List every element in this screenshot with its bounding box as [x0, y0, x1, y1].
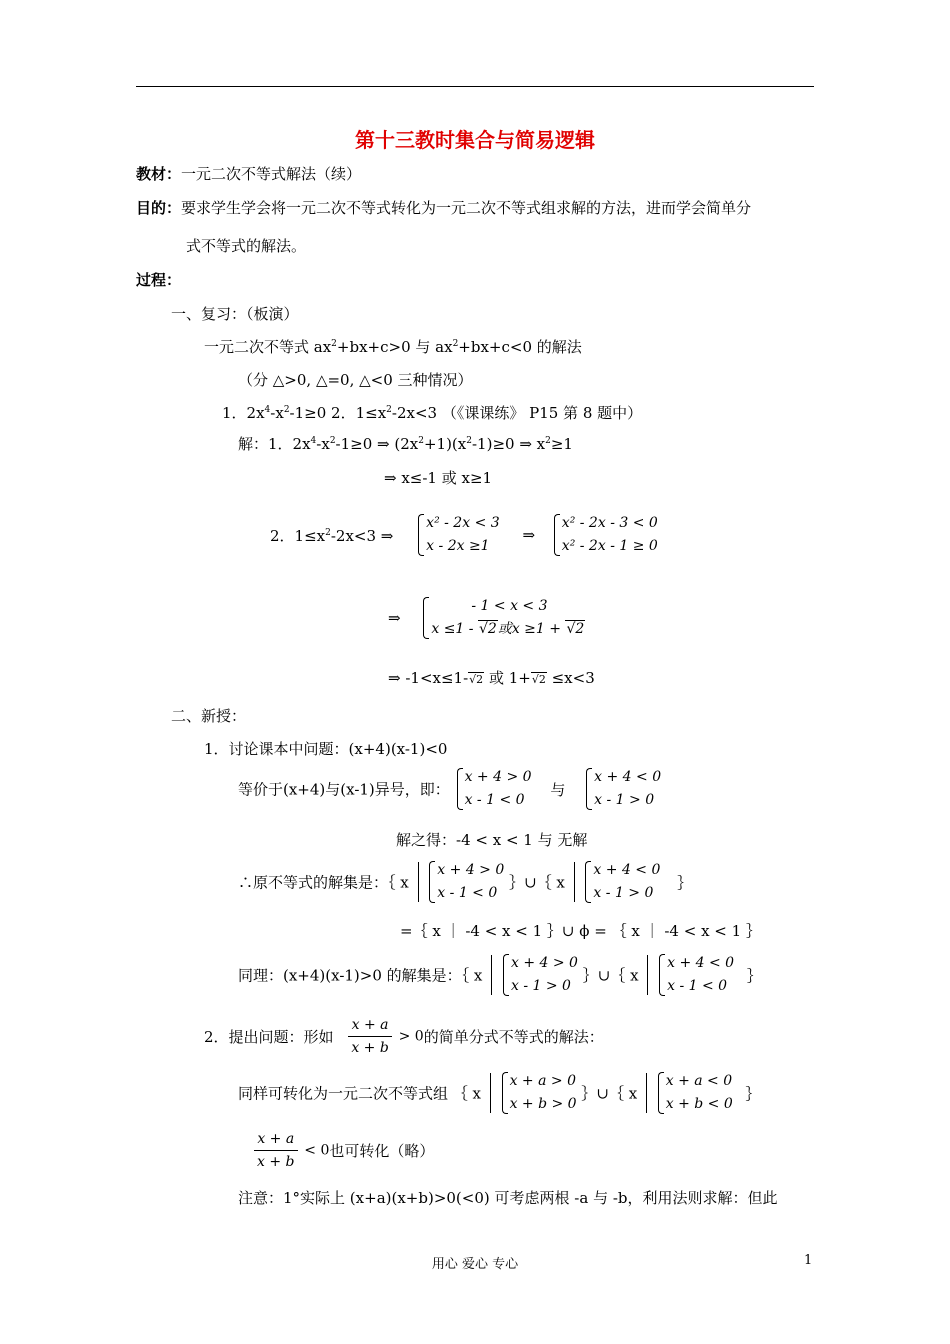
text-seg: > 0 — [398, 1028, 424, 1045]
sqrt-icon: √2 — [469, 673, 484, 686]
sup: 4 — [264, 405, 271, 415]
system-row: x - 1 < 0 — [464, 792, 525, 808]
sup: 2 — [545, 436, 551, 446]
page-number: 1 — [804, 1253, 813, 1268]
note-line: 注意：1°实际上 (x+a)(x+b)>0(<0) 可考虑两根 -a 与 -b，利用法则求解：但此 — [238, 1189, 778, 1207]
sup: 2 — [329, 436, 336, 446]
solution2-label — [270, 527, 393, 545]
system-row — [431, 618, 585, 641]
text-seg: -x — [270, 404, 284, 422]
text-seg: < 0 — [304, 1142, 330, 1159]
inequality-system-d — [657, 952, 734, 998]
system-row: x + 4 > 0 — [437, 862, 505, 878]
sup: 2 — [325, 527, 331, 538]
system-row: x - 1 < 0 — [437, 885, 498, 901]
text-seg: 与 — [550, 780, 566, 799]
inequality-system-a — [455, 766, 532, 812]
header-rule — [136, 86, 814, 87]
text-seg: 2．1≤x — [270, 526, 326, 545]
solution-set-row — [238, 859, 692, 905]
text-seg: ≥1 — [550, 435, 573, 453]
mudi-line — [136, 197, 751, 218]
jiaocai-line — [136, 163, 361, 184]
equivalence-row — [238, 766, 661, 812]
inequality-system-e — [500, 1070, 577, 1116]
inequality-system-2 — [552, 512, 658, 558]
sup: 2 — [452, 339, 459, 349]
system-row: x + a < 0 — [665, 1073, 733, 1089]
inequality-system-b — [583, 859, 660, 905]
solution1-line2: ⇒ x≤-1 或 x≥1 — [384, 469, 493, 487]
text-seg: 的简单分式不等式的解法： — [423, 1028, 604, 1046]
system-row: x² - 2x - 3 < 0 — [561, 515, 658, 531]
text-seg: ⇒ -1<x≤1- — [388, 669, 469, 687]
inequality-system-a — [427, 859, 504, 905]
text-seg: ≤x<3 — [546, 669, 595, 687]
system-row: x + a > 0 — [509, 1073, 576, 1089]
text-seg: 2 — [476, 673, 484, 686]
system-row: x + 4 > 0 — [464, 769, 532, 785]
newlesson-p1: 1．讨论课本中问题：(x+4)(x-1)<0 — [204, 740, 448, 758]
text-seg: -1≥0 ⇒ (2x — [335, 435, 419, 453]
page-footer: 用心 爱心 专心 — [431, 1257, 519, 1272]
sup: 2 — [386, 405, 392, 415]
fraction-numerator: x + a — [348, 1014, 392, 1037]
set-bar — [647, 955, 648, 995]
inequality-system-b — [584, 766, 661, 812]
set-bar — [646, 1073, 647, 1113]
text-seg: ｝ — [677, 873, 693, 892]
inequality-system-f — [656, 1070, 733, 1116]
mudi-label: 目的： — [136, 199, 182, 217]
newlesson-heading: 二、新授： — [171, 707, 247, 725]
text-seg: 也可转化（略） — [329, 1142, 435, 1160]
fraction-denominator: x + b — [351, 1040, 389, 1056]
text-seg: 2．提出问题：形如 — [204, 1028, 334, 1046]
jiaocai-label: 教材： — [136, 165, 182, 183]
system-row: x² - 2x - 1 ≥ 0 — [561, 538, 658, 554]
implies-arrow: ⇒ — [388, 609, 401, 627]
sup: 2 — [418, 436, 424, 446]
sup: 2 — [466, 436, 472, 446]
newlesson-p2 — [204, 1014, 604, 1059]
system-row: x + 4 < 0 — [667, 955, 735, 971]
set-bar — [418, 862, 419, 902]
system-row: x + 4 < 0 — [593, 862, 661, 878]
text-seg: x ≤1 - — [431, 621, 478, 637]
example-line — [222, 402, 642, 423]
solution2-row — [270, 512, 658, 558]
system-row: x + 4 < 0 — [594, 769, 662, 785]
sqrt-icon: √2 — [566, 621, 585, 637]
fraction-denominator: x + b — [257, 1154, 295, 1170]
text-seg: 或 1+ — [484, 669, 531, 687]
page-title: 第十三教时集合与简易逻辑 — [355, 128, 595, 152]
text-seg: -x — [316, 435, 330, 453]
text-seg: 等价于(x+4)与(x-1)异号，即： — [238, 780, 450, 799]
sqrt-icon: √2 — [531, 673, 546, 686]
text-seg: +1)(x — [423, 435, 467, 453]
review-line1 — [204, 336, 582, 357]
system-row: x - 2x ≥1 — [426, 538, 490, 554]
system-row: x + b > 0 — [509, 1096, 577, 1112]
text-seg: ∴原不等式的解集是：｛ x — [238, 873, 409, 892]
system-row: x² - 2x < 3 — [426, 515, 500, 531]
text-seg: 同样可转化为一元二次不等式组 ｛ x — [238, 1084, 481, 1103]
text-seg: -2x<3 （《课课练》 P15 第 8 题中） — [391, 404, 643, 422]
fraction-numerator: x + a — [254, 1128, 298, 1151]
text-seg: -1)≥0 ⇒ x — [471, 435, 546, 453]
system-row: x - 1 < 0 — [667, 978, 728, 994]
jiaocai-text: 一元二次不等式解法（续） — [181, 165, 362, 183]
review-heading: 一、复习：（板演） — [171, 305, 299, 323]
text-seg: +bx+c<0 的解法 — [458, 338, 582, 356]
review-line2: （分 △>0, △=0, △<0 三种情况） — [238, 371, 473, 389]
system-row: x + b < 0 — [665, 1096, 733, 1112]
system-row: x - 1 > 0 — [594, 792, 655, 808]
mudi-line2: 式不等式的解法。 — [186, 237, 307, 255]
system-row: - 1 < x < 3 — [471, 598, 548, 614]
system-row: x - 1 > 0 — [510, 978, 571, 994]
text-seg: 1．2x — [222, 404, 265, 422]
sqrt-icon: √2 — [478, 621, 497, 637]
text-seg: -1≥0 2．1≤x — [289, 404, 387, 422]
sup: 2 — [331, 339, 337, 349]
text-seg: 解：1．2x — [238, 435, 311, 453]
tongli-row — [238, 952, 762, 998]
fraction — [254, 1128, 298, 1173]
fraction-lt-row — [252, 1128, 434, 1173]
set-bar — [574, 862, 575, 902]
text-seg: ｝∪｛ x — [581, 1084, 638, 1103]
inequality-system-3 — [421, 595, 585, 641]
text-seg: 同理：(x+4)(x-1)>0 的解集是：｛ x — [238, 966, 483, 985]
fraction — [348, 1014, 392, 1059]
mudi-text: 要求学生学会将一元二次不等式转化为一元二次不等式组求解的方法，进而学会简单分 — [181, 199, 752, 217]
solve-line: 解之得：-4 < x < 1 与 无解 — [396, 831, 588, 849]
text-seg: ｝ — [745, 1084, 761, 1103]
solution2-final — [388, 667, 595, 688]
text-seg: +bx+c>0 与 ax — [336, 338, 453, 356]
system-row: x - 1 > 0 — [593, 885, 654, 901]
sup: 4 — [310, 436, 317, 446]
text-seg: 2 — [575, 621, 585, 637]
text-seg: -2x<3 ⇒ — [330, 526, 394, 545]
sup: 2 — [283, 405, 290, 415]
text-seg: ｝∪｛ x — [509, 873, 565, 892]
tongyang-row — [238, 1070, 761, 1116]
text-seg: 2 — [538, 673, 546, 686]
set-bar — [491, 955, 492, 995]
implies-arrow: ⇒ — [522, 526, 536, 544]
guocheng-label: 过程： — [136, 271, 182, 289]
inequality-system-c — [501, 952, 578, 998]
text-seg: ｝ — [746, 966, 762, 985]
solution1-line — [238, 433, 573, 454]
text-seg: 或x ≥1 + — [497, 621, 566, 637]
solution2-row2 — [388, 595, 585, 641]
system-row: x + 4 > 0 — [510, 955, 578, 971]
text-seg: 一元二次不等式 ax — [204, 338, 332, 356]
equals-line: =｛ x ｜ -4 < x < 1 ｝∪ ϕ = ｛ x ｜ -4 < x < 1 ｝ — [400, 922, 761, 940]
inequality-system-1 — [416, 512, 499, 558]
set-bar — [490, 1073, 491, 1113]
text-seg: ｝∪｛ x — [582, 966, 639, 985]
text-seg: 2 — [487, 621, 497, 637]
